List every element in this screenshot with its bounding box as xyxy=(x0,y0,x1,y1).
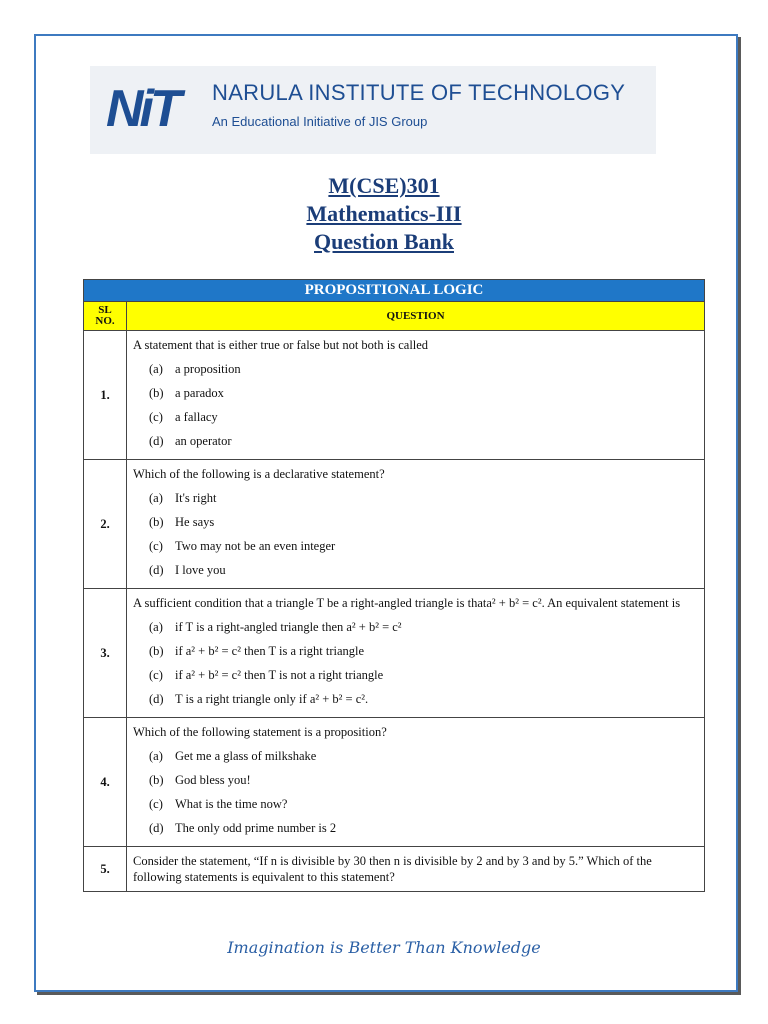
question-number: 3. xyxy=(84,589,127,718)
question-cell xyxy=(127,847,705,892)
question-column-header: QUESTION xyxy=(127,302,705,331)
question-text: Which of the following statement is a proposition? xyxy=(133,725,387,739)
option-item xyxy=(149,768,696,792)
question-text: A sufficient condition that a triangle T be a right-angled triangle is thata² + b² = c². An equivalent statement is xyxy=(133,596,681,610)
option-item xyxy=(149,558,696,582)
options-list xyxy=(149,486,696,582)
option-item xyxy=(149,486,696,510)
table-row xyxy=(84,847,705,892)
option-text: an operator xyxy=(175,434,232,448)
question-cell xyxy=(127,331,705,460)
question-cell xyxy=(127,460,705,589)
option-text: if a² + b² = c² then T is a right triangle xyxy=(175,644,365,658)
option-text: if a² + b² = c² then T is not a right triangle xyxy=(175,668,384,682)
course-code: M(CSE)301 xyxy=(328,173,440,198)
option-text: He says xyxy=(175,515,215,529)
option-text: God bless you! xyxy=(175,773,251,787)
subject-title: Mathematics-III xyxy=(306,201,462,226)
question-table xyxy=(83,279,705,892)
question-number: 4. xyxy=(84,718,127,847)
option-label: (d) xyxy=(149,563,164,577)
table-row xyxy=(84,331,705,460)
option-label: (a) xyxy=(149,491,163,505)
option-item xyxy=(149,816,696,840)
option-text: T is a right triangle only if a² + b² = c². xyxy=(175,692,369,706)
option-label: (b) xyxy=(149,773,164,787)
option-label: (c) xyxy=(149,539,163,553)
option-item xyxy=(149,792,696,816)
institute-header xyxy=(90,66,656,154)
option-text: What is the time now? xyxy=(175,797,288,811)
option-label: (a) xyxy=(149,362,163,376)
institute-tagline: An Educational Initiative of JIS Group xyxy=(212,114,428,129)
option-text: I love you xyxy=(175,563,226,577)
option-item xyxy=(149,405,696,429)
option-text: It's right xyxy=(175,491,217,505)
options-list xyxy=(149,615,696,711)
option-label: (c) xyxy=(149,668,163,682)
option-text: The only odd prime number is 2 xyxy=(175,821,337,835)
options-list xyxy=(149,744,696,840)
option-item xyxy=(149,534,696,558)
option-item xyxy=(149,663,696,687)
option-label: (d) xyxy=(149,821,164,835)
option-item xyxy=(149,357,696,381)
table-row xyxy=(84,460,705,589)
question-number: 5. xyxy=(84,847,127,892)
question-cell xyxy=(127,718,705,847)
option-label: (b) xyxy=(149,386,164,400)
option-label: (c) xyxy=(149,410,163,424)
options-list xyxy=(149,357,696,453)
option-label: (b) xyxy=(149,515,164,529)
question-text: A statement that is either true or false but not both is called xyxy=(133,338,429,352)
option-text: a fallacy xyxy=(175,410,218,424)
nit-logo xyxy=(102,76,212,136)
option-label: (a) xyxy=(149,620,163,634)
option-label: (d) xyxy=(149,434,164,448)
option-item xyxy=(149,639,696,663)
question-number: 2. xyxy=(84,460,127,589)
column-header-row xyxy=(84,302,705,331)
option-text: a proposition xyxy=(175,362,241,376)
option-text: a paradox xyxy=(175,386,224,400)
option-item xyxy=(149,744,696,768)
table-row xyxy=(84,589,705,718)
svg-text:NiT: NiT xyxy=(106,80,178,136)
section-heading: PROPOSITIONAL LOGIC xyxy=(84,280,705,302)
option-text: Two may not be an even integer xyxy=(175,539,336,553)
question-number: 1. xyxy=(84,331,127,460)
option-item xyxy=(149,615,696,639)
option-item xyxy=(149,510,696,534)
footer-motto: Imagination is Better Than Knowledge xyxy=(227,938,541,957)
option-text: Get me a glass of milkshake xyxy=(175,749,317,763)
option-text: if T is a right-angled triangle then a² + b² = c² xyxy=(175,620,402,634)
institute-name: NARULA INSTITUTE OF TECHNOLOGY xyxy=(212,80,626,105)
option-label: (d) xyxy=(149,692,164,706)
option-label: (b) xyxy=(149,644,164,658)
option-item xyxy=(149,381,696,405)
table-row xyxy=(84,718,705,847)
document-titles xyxy=(0,172,768,256)
question-text: Which of the following is a declarative statement? xyxy=(133,467,385,481)
question-cell xyxy=(127,589,705,718)
option-label: (c) xyxy=(149,797,163,811)
document-type: Question Bank xyxy=(314,229,454,254)
option-label: (a) xyxy=(149,749,163,763)
question-text: Consider the statement, “If n is divisible by 30 then n is divisible by 2 and by 3 and by 5.” Which of the following statements is equivalent to this statement? xyxy=(133,854,652,884)
option-item xyxy=(149,687,696,711)
sl-column-header: SL NO. xyxy=(84,302,127,331)
option-item xyxy=(149,429,696,453)
